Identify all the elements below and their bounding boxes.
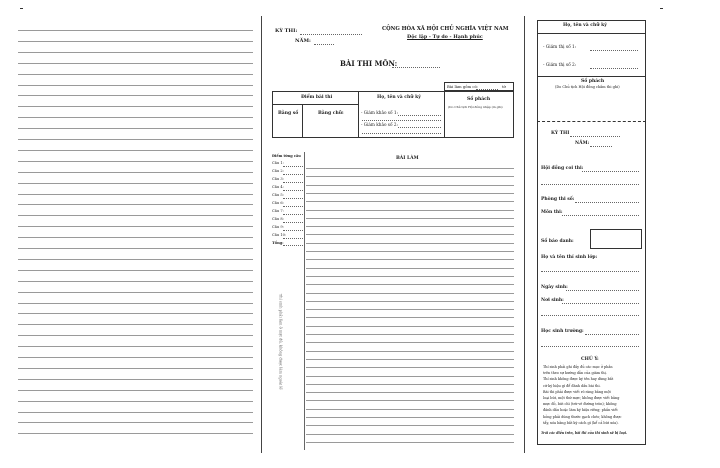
ruled-line [18, 237, 253, 238]
examiner-1-label: - Giám khảo số 1: [361, 110, 398, 115]
pages-count-label: Bài làm gồm có: [447, 84, 479, 89]
corner-mark [660, 8, 663, 9]
ngay-sinh-label: Ngày sinh: [541, 285, 568, 290]
question-score-field[interactable] [283, 214, 303, 215]
examiner-2-label: - Giám khảo số 2: [361, 122, 398, 127]
ruled-line[interactable] [306, 367, 514, 368]
vertical-note: Thí sinh phải làm ở mặt đủ, không được làm ngoài lề [278, 293, 283, 390]
so-phach-header: Số phách [467, 97, 491, 102]
ruled-line [18, 248, 253, 249]
mon-thi-field[interactable] [562, 215, 639, 216]
stub-signature-header: Họ, tên và chữ ký [563, 23, 607, 28]
note-line: mực đỏ, bút chì (trừ vẽ đường tròn); không [543, 402, 617, 407]
ruled-line [18, 412, 253, 413]
stub-ky-thi-label: KỲ THI [551, 131, 570, 136]
question-score-label: Câu 7: [272, 209, 284, 213]
ruled-line [18, 30, 253, 31]
question-score-label: Câu 2: [272, 169, 284, 173]
tong-field[interactable] [283, 245, 303, 246]
stub-ky-thi-field[interactable] [570, 136, 620, 137]
question-score-label: Câu 3: [272, 177, 284, 181]
right-page-divider [524, 16, 525, 453]
ruled-line[interactable] [306, 243, 514, 244]
ruled-line[interactable] [306, 376, 514, 377]
ruled-line [18, 128, 253, 129]
ngay-sinh-field[interactable] [566, 290, 639, 291]
invigilator-1-field[interactable] [590, 50, 638, 51]
ruled-line [18, 150, 253, 151]
nam-field[interactable] [314, 44, 334, 45]
ruled-line[interactable] [306, 201, 514, 202]
ruled-line [18, 204, 253, 205]
ruled-line [18, 41, 253, 42]
ruled-line[interactable] [306, 193, 514, 194]
invigilator-1-label: - Giám thị số 1: [543, 45, 577, 50]
ruled-line[interactable] [306, 301, 514, 302]
ruled-line [18, 368, 253, 369]
hoc-sinh-truong-field[interactable] [585, 334, 639, 335]
bang-so-label: Bằng số [278, 111, 299, 116]
question-score-label: Câu 1: [272, 161, 284, 165]
ruled-line [18, 324, 253, 325]
cut-line [537, 121, 646, 122]
ruled-line [18, 194, 253, 195]
ruled-line[interactable] [306, 384, 514, 385]
country-name: CỘNG HÒA XÃ HỘI CHỦ NGHĨA VIỆT NAM [382, 26, 509, 32]
corner-mark [20, 8, 23, 9]
ky-thi-field[interactable] [300, 34, 362, 35]
nam-label: NĂM: [295, 38, 311, 44]
ho-ten-ts-label: Họ và tên thí sinh lớp: [541, 255, 598, 260]
ruled-line[interactable] [306, 276, 514, 277]
question-score-label: Câu 5: [272, 193, 284, 197]
question-score-label: Câu 6: [272, 201, 284, 205]
question-score-field[interactable] [283, 198, 303, 199]
ruled-line[interactable] [306, 400, 514, 401]
ruled-line[interactable] [306, 226, 514, 227]
question-score-label: Câu 10: [272, 233, 287, 237]
hoi-dong-field[interactable] [582, 171, 639, 172]
so-phach-note: (Do Chủ tịch Hội đồng nhập (in ghi) [448, 105, 503, 109]
ruled-line [18, 161, 253, 162]
stub-nam-label: NĂM: [575, 141, 590, 146]
ruled-line[interactable] [306, 425, 514, 426]
ruled-line[interactable] [306, 317, 514, 318]
chu-y-title: CHÚ Ý: [581, 357, 599, 362]
ruled-line [18, 422, 253, 423]
phong-thi-label: Phòng thi số: [541, 197, 575, 202]
ruled-line[interactable] [306, 218, 514, 219]
stub-so-phach-note: (Do Chủ tịch Hội đồng chấm thi ghi) [555, 85, 620, 89]
pages-count-unit: tờ [502, 84, 506, 89]
ruled-line [18, 335, 253, 336]
note-line: loại bút, một thứ mực; không được viết bằng [543, 396, 620, 400]
stub-nam-field[interactable] [590, 146, 612, 147]
ruled-line[interactable] [306, 334, 514, 335]
question-score-field[interactable] [283, 238, 303, 239]
ruled-line [18, 313, 253, 314]
ruled-line[interactable] [306, 268, 514, 269]
ruled-line[interactable] [306, 293, 514, 294]
ky-thi-label: KỲ THI: [275, 28, 298, 34]
note-line: Bài thi phải được viết rõ ràng bằng một [543, 389, 611, 394]
note-line: Thí sinh không được ký tên hay dùng bất [543, 377, 614, 382]
question-score-field[interactable] [283, 222, 303, 223]
ruled-line [18, 281, 253, 282]
question-score-field[interactable] [283, 174, 303, 175]
ruled-line [18, 183, 253, 184]
question-score-field[interactable] [283, 166, 303, 167]
so-bao-danh-label: Số báo danh: [541, 239, 574, 244]
question-score-field[interactable] [283, 206, 303, 207]
ruled-line [18, 226, 253, 227]
diem-bai-thi-header: Điểm bài thi [301, 95, 333, 100]
ruled-line [18, 379, 253, 380]
diem-tung-cau-label: Điểm từng câu [272, 154, 301, 158]
note-line: Thí sinh phải ghi đầy đủ các mục ở phần [543, 365, 613, 369]
ruled-line[interactable] [306, 168, 514, 169]
ruled-line[interactable] [306, 284, 514, 285]
ruled-line [18, 357, 253, 358]
examiner-1-field[interactable] [398, 115, 441, 116]
ruled-line [18, 139, 253, 140]
ruled-line[interactable] [306, 309, 514, 310]
ruled-line [18, 259, 253, 260]
ruled-line [18, 270, 253, 271]
ruled-line[interactable] [306, 359, 514, 360]
examiner-header: Họ, tên và chữ ký [377, 95, 421, 100]
pages-count-field[interactable] [476, 89, 498, 90]
ruled-line[interactable] [306, 210, 514, 211]
ruled-line [18, 52, 253, 53]
ruled-line[interactable] [306, 351, 514, 352]
note-line: trên theo sự hướng dẫn của giám thị. [543, 371, 607, 376]
ruled-line [18, 117, 253, 118]
tong-label: Tổng: [272, 241, 284, 245]
so-bao-danh-box[interactable] [590, 229, 642, 249]
note-line: tẩy, xóa bằng bất kỳ cách gì (kể cả bút xóa). [543, 420, 619, 425]
exam-subject-field[interactable] [392, 67, 440, 68]
ruled-line [18, 95, 253, 96]
ruled-line [18, 433, 253, 434]
ruled-line [18, 63, 253, 64]
bang-chu-label: Bằng chữ: [318, 111, 344, 116]
question-score-field[interactable] [283, 190, 303, 191]
ruled-line[interactable] [306, 251, 514, 252]
hoi-dong-label: Hội đồng coi thi: [541, 166, 584, 171]
motto: Độc lập - Tự do - Hạnh phúc [407, 34, 483, 40]
ruled-line[interactable] [306, 326, 514, 327]
stub-so-phach-header: Số phách [581, 79, 605, 84]
noi-sinh-label: Nơi sinh: [541, 298, 564, 303]
note-line: cứ ký hiệu gì để đánh dấu bài thi. [543, 383, 601, 388]
ruled-line[interactable] [306, 234, 514, 235]
stub-footer: Trái các điều trên, bài thi của thí sinh sẽ bị loại. [541, 431, 628, 435]
ruled-line[interactable] [306, 442, 514, 443]
ruled-line[interactable] [306, 417, 514, 418]
question-score-field[interactable] [283, 230, 303, 231]
ruled-line [18, 74, 253, 75]
invigilator-2-label: - Giám thị số 2: [543, 63, 577, 68]
ruled-line [18, 85, 253, 86]
ruled-line [18, 303, 253, 304]
bai-lam-title: BÀI LÀM [396, 156, 419, 161]
ruled-line[interactable] [306, 342, 514, 343]
exam-title: BÀI THI MÔN: [340, 59, 398, 68]
ruled-line [18, 346, 253, 347]
ruled-line [18, 292, 253, 293]
mon-thi-label: Môn thi: [541, 210, 563, 215]
note-line: đánh dấu hoặc làm ký hiệu riêng; phần viết [543, 408, 618, 413]
question-score-label: Câu 4: [272, 185, 284, 189]
ruled-line [18, 172, 253, 173]
note-line: hỏng phải dùng thước gạch chéo; không được [543, 414, 622, 419]
invigilator-2-field[interactable] [590, 68, 638, 69]
hoc-sinh-truong-label: Học sinh trường: [541, 329, 584, 334]
ruled-line[interactable] [306, 392, 514, 393]
noi-sinh-field[interactable] [562, 303, 639, 304]
ruled-line[interactable] [306, 185, 514, 186]
ruled-line[interactable] [306, 176, 514, 177]
margin-line [304, 152, 305, 450]
question-score-label: Câu 9: [272, 225, 284, 229]
ruled-line [18, 106, 253, 107]
left-page-divider [261, 16, 262, 453]
ruled-line [18, 390, 253, 391]
question-score-field[interactable] [283, 182, 303, 183]
examiner-2-field[interactable] [398, 127, 441, 128]
phong-thi-field[interactable] [575, 202, 639, 203]
ruled-line [18, 401, 253, 402]
ruled-line[interactable] [306, 409, 514, 410]
question-score-label: Câu 8: [272, 217, 284, 221]
ruled-line [18, 215, 253, 216]
ruled-line[interactable] [306, 434, 514, 435]
ruled-line[interactable] [306, 259, 514, 260]
